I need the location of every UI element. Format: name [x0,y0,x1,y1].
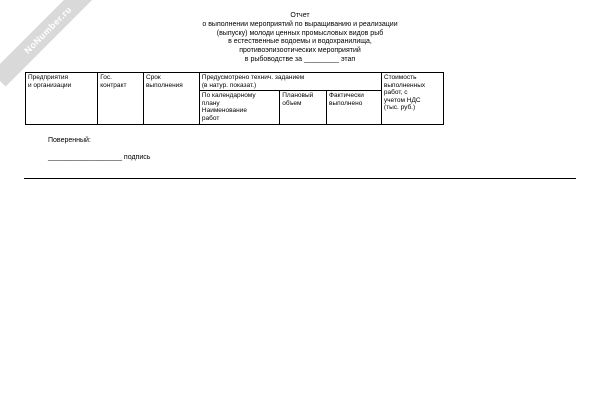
header-planned-volume: Плановый объем [280,91,327,124]
title-line: противоэпизоотических мероприятий [239,47,361,55]
title-line: в рыбоводстве за _________ этап [244,55,356,63]
report-table [25,72,444,125]
signature-line: ___________________ подпись [48,154,151,161]
header-enterprises: Предприятия и организации [26,73,98,125]
header-provided: Предусмотрено технич. заданием (в натур. показат.) [199,73,381,91]
title-line: (выпуску) молоди ценных промысловых видов рыб [216,29,384,37]
title-line: о выполнении мероприятий по выращиванию и реализации [202,20,398,28]
watermark-logo: NoNumber.ru [0,0,105,87]
table-header-row [26,73,444,91]
header-cost: Стоимость выполненных работ, с учетом НДС (тыс. руб.) [381,73,443,125]
title-line: Отчет [290,12,310,19]
header-contract: Гос. контракт [98,73,144,125]
attorney-label: Поверенный: [48,137,91,144]
title-line: в естественные водоемы и водохранилища, [228,38,372,46]
header-deadline: Срок выполнения [143,73,199,125]
divider [24,178,576,179]
report-title [150,12,450,65]
header-by-plan: По календарному плану Наименование работ [199,91,279,124]
header-actual: Фактически выполнено [327,91,382,124]
